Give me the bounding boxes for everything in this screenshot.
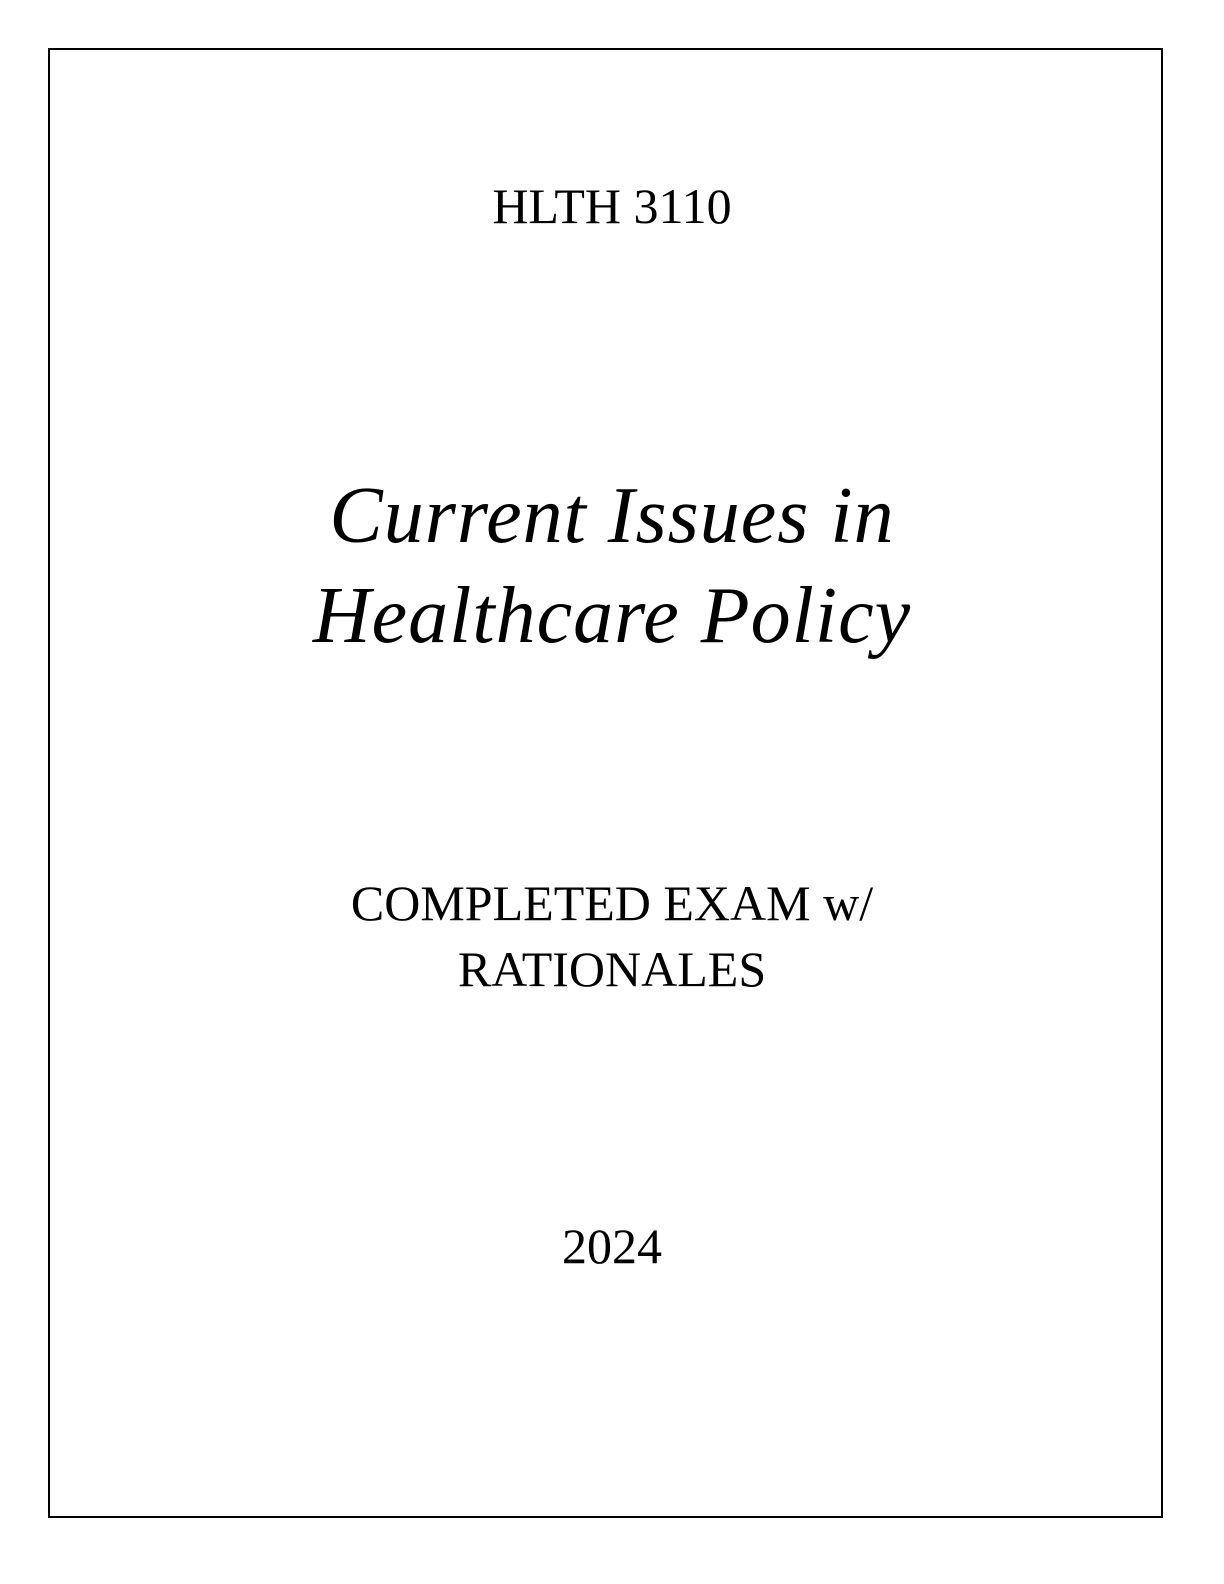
document-subtitle-line-2: RATIONALES <box>457 941 767 997</box>
document-title-line-1: Current Issues in <box>329 472 895 560</box>
document-title-line-2: Healthcare Policy <box>312 572 912 660</box>
course-code: HLTH 3110 <box>492 178 732 234</box>
document-year: 2024 <box>562 1218 662 1274</box>
page-border-frame <box>48 48 1163 1518</box>
document-subtitle-line-1: COMPLETED EXAM w/ <box>350 875 874 931</box>
